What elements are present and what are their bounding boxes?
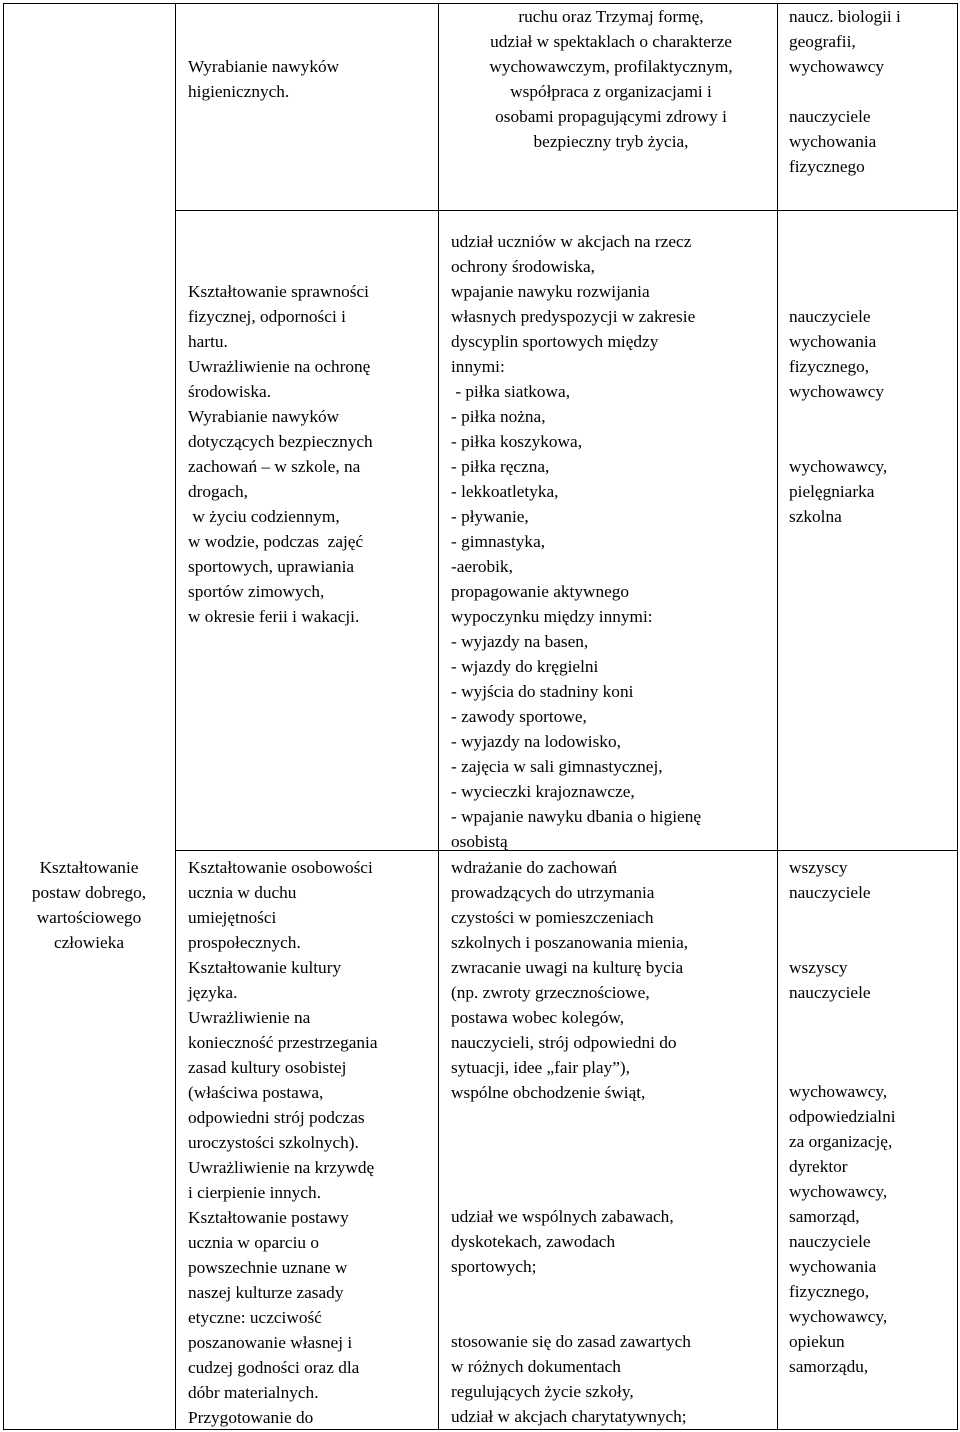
row3-activities-text-c <box>451 1329 691 1429</box>
text-line: wychowawcy, <box>789 1182 888 1201</box>
row2-responsible-text-a <box>789 304 884 404</box>
text-line: samorządu, <box>789 1357 869 1376</box>
text-line: bezpieczny tryb życia, <box>533 132 689 151</box>
text-line: Uwrażliwienie na krzywdę <box>188 1158 375 1177</box>
text-line: - piłka koszykowa, <box>451 432 583 451</box>
text-line: dyrektor <box>789 1157 848 1176</box>
text-line: Uwrażliwienie na <box>188 1008 311 1027</box>
text-line: - wyjazdy na lodowisko, <box>451 732 621 751</box>
column-divider-1 <box>175 3 176 1430</box>
text-line: języka. <box>188 983 238 1002</box>
text-line: odpowiedzialni <box>789 1107 896 1126</box>
text-line: ucznia w duchu <box>188 883 297 902</box>
text-line: zachowań – w szkole, na <box>188 457 361 476</box>
text-line: wszyscy <box>789 858 848 877</box>
text-line: wartościowego <box>36 908 142 927</box>
row3-activities-text-a <box>451 855 688 1105</box>
text-line: sportowych; <box>451 1257 537 1276</box>
text-line: dóbr materialnych. <box>188 1383 319 1402</box>
text-line: - wycieczki krajoznawcze, <box>451 782 635 801</box>
text-line: konieczność przestrzegania <box>188 1033 378 1052</box>
text-line: wszyscy <box>789 958 848 977</box>
text-line: wychowawcy, <box>789 457 888 476</box>
text-line: prowadzących do utrzymania <box>451 883 655 902</box>
text-line: Wyrabianie nawyków <box>188 57 340 76</box>
text-line: Kształtowanie kultury <box>188 958 342 977</box>
text-line: udział we wspólnych zabawach, <box>451 1207 674 1226</box>
text-line: wdrażanie do zachowań <box>451 858 618 877</box>
text-line: prospołecznych. <box>188 933 301 952</box>
text-line: udział w spektaklach o charakterze <box>490 32 732 51</box>
text-line: sportowych, uprawiania <box>188 557 355 576</box>
text-line: etyczne: uczciwość <box>188 1308 322 1327</box>
column-divider-2 <box>438 3 439 1430</box>
text-line: (właściwa postawa, <box>188 1083 324 1102</box>
text-line: w okresie ferii i wakacji. <box>188 607 360 626</box>
border-bottom <box>3 1429 958 1430</box>
text-line: fizycznego, <box>789 357 870 376</box>
text-line: regulujących życie szkoły, <box>451 1382 634 1401</box>
text-line: samorząd, <box>789 1207 860 1226</box>
row2-responsible-text-b <box>789 454 887 529</box>
text-line: (np. zwroty grzecznościowe, <box>451 983 650 1002</box>
text-line: innymi: <box>451 357 505 376</box>
text-line: i cierpienie innych. <box>188 1183 321 1202</box>
text-line: fizycznego <box>789 157 865 176</box>
text-line: nauczyciele <box>789 983 871 1002</box>
text-line: postawa wobec kolegów, <box>451 1008 625 1027</box>
text-line: Kształtowanie postawy <box>188 1208 349 1227</box>
text-line: udział uczniów w akcjach na rzecz <box>451 232 692 251</box>
text-line: propagowanie aktywnego <box>451 582 630 601</box>
text-line: w wodzie, podczas zajęć <box>188 532 364 551</box>
row3-activities-text-b <box>451 1204 674 1279</box>
text-line: udział w akcjach charytatywnych; <box>451 1407 687 1426</box>
text-line: wspólne obchodzenie świąt, <box>451 1083 646 1102</box>
text-line: wychowawcy, <box>789 1307 888 1326</box>
column-divider-3 <box>777 3 778 1430</box>
text-line: wychowania <box>789 1257 877 1276</box>
text-line: - wjazdy do kręgielni <box>451 657 599 676</box>
text-line: nauczycieli, strój odpowiedni do <box>451 1033 677 1052</box>
text-line: wychowania <box>789 332 877 351</box>
row3-responsible-text-b <box>789 955 871 1005</box>
text-line: dotyczących bezpiecznych <box>188 432 373 451</box>
text-line: higienicznych. <box>188 82 290 101</box>
text-line: w życiu codziennym, <box>188 507 340 526</box>
text-line: Przygotowanie do <box>188 1408 314 1427</box>
text-line: wypoczynku między innymi: <box>451 607 653 626</box>
row2-goal-text <box>188 279 373 629</box>
text-line: - piłka siatkowa, <box>451 382 571 401</box>
text-line: osobistą <box>451 832 508 851</box>
text-line: postaw dobrego, <box>31 883 147 902</box>
row1-responsible-text-b <box>789 104 876 179</box>
text-line: zasad kultury osobistej <box>188 1058 347 1077</box>
text-line: - wpajanie nawyku dbania o higienę <box>451 807 702 826</box>
text-line: powszechnie uznane w <box>188 1258 348 1277</box>
border-left <box>3 3 4 1430</box>
text-line: hartu. <box>188 332 228 351</box>
row1-activities-text <box>451 4 771 154</box>
text-line: osobami propagującymi zdrowy i <box>495 107 727 126</box>
row2-activities-text <box>451 229 701 854</box>
text-line: własnych predyspozycji w zakresie <box>451 307 696 326</box>
text-line: cudzej godności oraz dla <box>188 1358 360 1377</box>
text-line: Kształtowanie sprawności <box>188 282 369 301</box>
text-line: umiejętności <box>188 908 277 927</box>
text-line: wychowawczym, profilaktycznym, <box>489 57 733 76</box>
text-line: uroczystości szkolnych). <box>188 1133 359 1152</box>
text-line: ruchu oraz Trzymaj formę, <box>518 7 704 26</box>
text-line: fizycznej, odporności i <box>188 307 346 326</box>
text-line: -aerobik, <box>451 557 513 576</box>
text-line: wychowawcy <box>789 382 885 401</box>
text-line: - wyjazdy na basen, <box>451 632 589 651</box>
text-line: poszanowanie własnej i <box>188 1333 353 1352</box>
text-line: naszej kulturze zasady <box>188 1283 344 1302</box>
text-line: - lekkoatletyka, <box>451 482 559 501</box>
text-line: czystości w pomieszczeniach <box>451 908 654 927</box>
text-line: szkolnych i poszanowania mienia, <box>451 933 689 952</box>
text-line: nauczyciele <box>789 107 871 126</box>
text-line: środowiska. <box>188 382 272 401</box>
text-line: stosowanie się do zasad zawartych <box>451 1332 691 1351</box>
text-line: wychowawcy <box>789 57 885 76</box>
row-divider-1 <box>176 210 958 211</box>
text-line: - piłka nożna, <box>451 407 546 426</box>
text-line: Kształtowanie <box>39 858 139 877</box>
text-line: nauczyciele <box>789 1232 871 1251</box>
text-line: wychowania <box>789 132 877 151</box>
row3-goal-text <box>188 855 378 1430</box>
text-line: - zawody sportowe, <box>451 707 587 726</box>
text-line: sportów zimowych, <box>188 582 325 601</box>
text-line: wpajanie nawyku rozwijania <box>451 282 650 301</box>
text-line: nauczyciele <box>789 883 871 902</box>
text-line: dyscyplin sportowych między <box>451 332 659 351</box>
text-line: w różnych dokumentach <box>451 1357 621 1376</box>
text-line: pielęgniarka <box>789 482 875 501</box>
text-line: ucznia w oparciu o <box>188 1233 319 1252</box>
section-category-text <box>14 855 164 955</box>
text-line: - piłka ręczna, <box>451 457 550 476</box>
text-line: opiekun <box>789 1332 845 1351</box>
row1-responsible-text-a <box>789 4 901 79</box>
text-line: współpraca z organizacjami i <box>510 82 712 101</box>
text-line: dyskotekach, zawodach <box>451 1232 616 1251</box>
text-line: nauczyciele <box>789 307 871 326</box>
text-line: Kształtowanie osobowości <box>188 858 373 877</box>
row3-responsible-text-c <box>789 1079 896 1379</box>
text-line: odpowiedni strój podczas <box>188 1108 365 1127</box>
text-line: wychowawcy, <box>789 1082 888 1101</box>
text-line: drogach, <box>188 482 248 501</box>
row3-responsible-text-a <box>789 855 871 905</box>
text-line: za organizację, <box>789 1132 893 1151</box>
text-line: szkolna <box>789 507 842 526</box>
text-line: - gimnastyka, <box>451 532 546 551</box>
text-line: - pływanie, <box>451 507 529 526</box>
text-line: - wyjścia do stadniny koni <box>451 682 634 701</box>
text-line: sytuacji, idee „fair play”), <box>451 1058 630 1077</box>
text-line: geografii, <box>789 32 856 51</box>
row1-goal-text <box>188 54 339 104</box>
text-line: naucz. biologii i <box>789 7 901 26</box>
text-line: zwracanie uwagi na kulturę bycia <box>451 958 684 977</box>
border-right <box>957 3 958 1430</box>
text-line: człowieka <box>53 933 125 952</box>
text-line: fizycznego, <box>789 1282 870 1301</box>
text-line: Wyrabianie nawyków <box>188 407 340 426</box>
text-line: Uwrażliwienie na ochronę <box>188 357 371 376</box>
text-line: ochrony środowiska, <box>451 257 595 276</box>
text-line: - zajęcia w sali gimnastycznej, <box>451 757 663 776</box>
